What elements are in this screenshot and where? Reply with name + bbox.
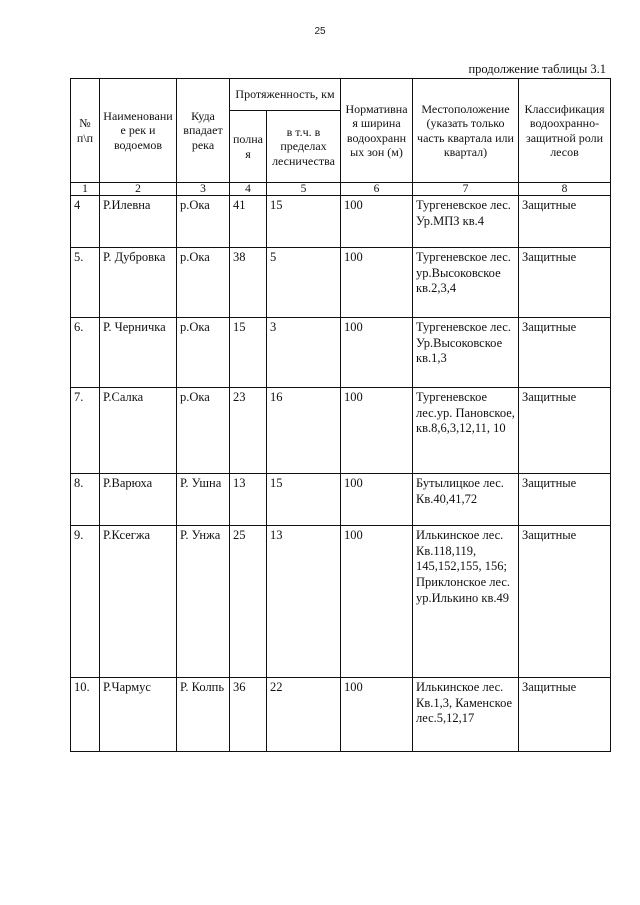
header-flows-into: Куда впадает река [177,79,230,183]
cell-norm-width: 100 [341,526,413,678]
column-number: 5 [267,183,341,196]
cell-norm-width: 100 [341,474,413,526]
table-row [71,318,611,388]
header-name: Наименование рек и водоемов [100,79,177,183]
cell-num: 7. [71,388,100,474]
cell-name: Р. Черничка [100,318,177,388]
cell-norm-width: 100 [341,196,413,248]
cell-location: Тургеневское лес. Ур.Высоковское кв.1,3 [413,318,519,388]
table-continuation-label: продолжение таблицы 3.1 [468,62,606,76]
cell-length-forest: 16 [267,388,341,474]
header-length-forest: в т.ч. в пределах лесничества [267,111,341,183]
cell-norm-width: 100 [341,388,413,474]
cell-length-forest: 15 [267,474,341,526]
cell-norm-width: 100 [341,678,413,752]
cell-classification: Защитные [519,526,611,678]
cell-length-forest: 15 [267,196,341,248]
cell-location: Бутылицкое лес. Кв.40,41,72 [413,474,519,526]
cell-length-forest: 3 [267,318,341,388]
column-number: 6 [341,183,413,196]
table-row [71,248,611,318]
cell-length-total: 36 [230,678,267,752]
table-row [71,474,611,526]
cell-flows-into: р.Ока [177,248,230,318]
cell-num: 5. [71,248,100,318]
cell-num: 10. [71,678,100,752]
cell-location: Илькинское лес. Кв.118,119, 145,152,155, 156; Приклонское лес. ур.Илькино кв.49 [413,526,519,678]
cell-num: 9. [71,526,100,678]
column-number: 7 [413,183,519,196]
cell-location: Тургеневское лес. Ур.МПЗ кв.4 [413,196,519,248]
header-length-total: полная [230,111,267,183]
cell-classification: Защитные [519,678,611,752]
cell-flows-into: р.Ока [177,196,230,248]
cell-norm-width: 100 [341,248,413,318]
header-norm-width: Нормативная ширина водоохранных зон (м) [341,79,413,183]
cell-num: 4 [71,196,100,248]
column-number: 8 [519,183,611,196]
cell-length-total: 25 [230,526,267,678]
cell-name: Р. Дубровка [100,248,177,318]
cell-flows-into: Р. Унжа [177,526,230,678]
cell-classification: Защитные [519,318,611,388]
column-number: 2 [100,183,177,196]
cell-num: 6. [71,318,100,388]
column-number: 1 [71,183,100,196]
cell-length-total: 41 [230,196,267,248]
cell-length-forest: 5 [267,248,341,318]
cell-location: Тургеневское лес.ур. Пановское, кв.8,6,3,12,11, 10 [413,388,519,474]
header-classification: Классификация водоохранно-защитной роли лесов [519,79,611,183]
page-number: 25 [314,26,326,37]
cell-name: Р.Варюха [100,474,177,526]
column-number: 3 [177,183,230,196]
cell-classification: Защитные [519,248,611,318]
cell-location: Илькинское лес. Кв.1,3, Каменское лес.5,12,17 [413,678,519,752]
cell-name: Р.Салка [100,388,177,474]
cell-length-total: 13 [230,474,267,526]
cell-classification: Защитные [519,196,611,248]
cell-length-total: 38 [230,248,267,318]
cell-name: Р.Чармус [100,678,177,752]
cell-flows-into: р.Ока [177,388,230,474]
table-body [71,196,611,752]
cell-flows-into: р.Ока [177,318,230,388]
cell-classification: Защитные [519,388,611,474]
cell-length-total: 23 [230,388,267,474]
cell-length-total: 15 [230,318,267,388]
header-location: Местоположение (указать только часть квартала или квартал) [413,79,519,183]
cell-location: Тургеневское лес. ур.Высоковское кв.2,3,4 [413,248,519,318]
table-row [71,196,611,248]
cell-flows-into: Р. Колпь [177,678,230,752]
cell-name: Р.Ксегжа [100,526,177,678]
cell-length-forest: 13 [267,526,341,678]
table-row [71,678,611,752]
column-number-row [71,183,611,196]
table-row [71,526,611,678]
header-length-group: Протяженность, км [230,79,341,111]
rivers-table [70,78,611,752]
header-num: № п\п [71,79,100,183]
column-number: 4 [230,183,267,196]
table-header [71,79,611,196]
table-row [71,388,611,474]
cell-flows-into: Р. Ушна [177,474,230,526]
cell-num: 8. [71,474,100,526]
cell-classification: Защитные [519,474,611,526]
cell-norm-width: 100 [341,318,413,388]
cell-name: Р.Илевна [100,196,177,248]
cell-length-forest: 22 [267,678,341,752]
